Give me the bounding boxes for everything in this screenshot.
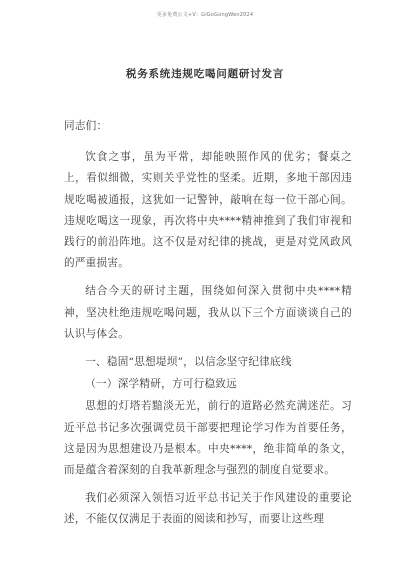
subsection-heading: （一）深学精研，方可行稳致远 [85,378,237,391]
body-paragraph: 饮食之事，虽为平常，却能映照作风的优劣；餐桌之上，看似细微，实则关乎党性的坚柔。近期，多地干部因违规吃喝被通报，这犹如一记警钟，敲响在每一位干部心间。违规吃喝这一现象，再次将中央****精神推到了我们审视和践行的前沿阵地。这不仅是对纪律的挑战，更是对党风政风的严重损害。 [64,151,352,270]
body-paragraph: 思想的灯塔若黯淡无光，前行的道路必然充满迷茫。习近平总书记多次强调党员干部要把理论学习作为首要任务，这是因为思想建设乃是根本。中央****，绝非简单的条文，而是蕴含着深刻的自我革新理念与强烈的制度自觉要求。 [64,400,352,477]
greeting: 同志们： [64,120,108,132]
body-paragraph: 我们必须深入领悟习近平总书记关于作风建设的重要论述，不能仅仅满足于表面的阅读和抄写，而要让这些理 [64,492,352,526]
header-note: 更多免费公文+V：GiGoGongWen2024 [156,12,254,18]
document-title: 税务系统违规吃喝问题研讨发言 [125,68,285,80]
body-paragraph: 结合今天的研讨主题，围绕如何深入贯彻中央****精神，坚决杜绝违规吃喝问题，我从以下三个方面谈谈自己的认识与体会。 [64,285,352,340]
document-body [64,116,352,538]
section-heading: 一、稳固“思想堤坝”，以信念坚守纪律底线 [85,356,292,369]
